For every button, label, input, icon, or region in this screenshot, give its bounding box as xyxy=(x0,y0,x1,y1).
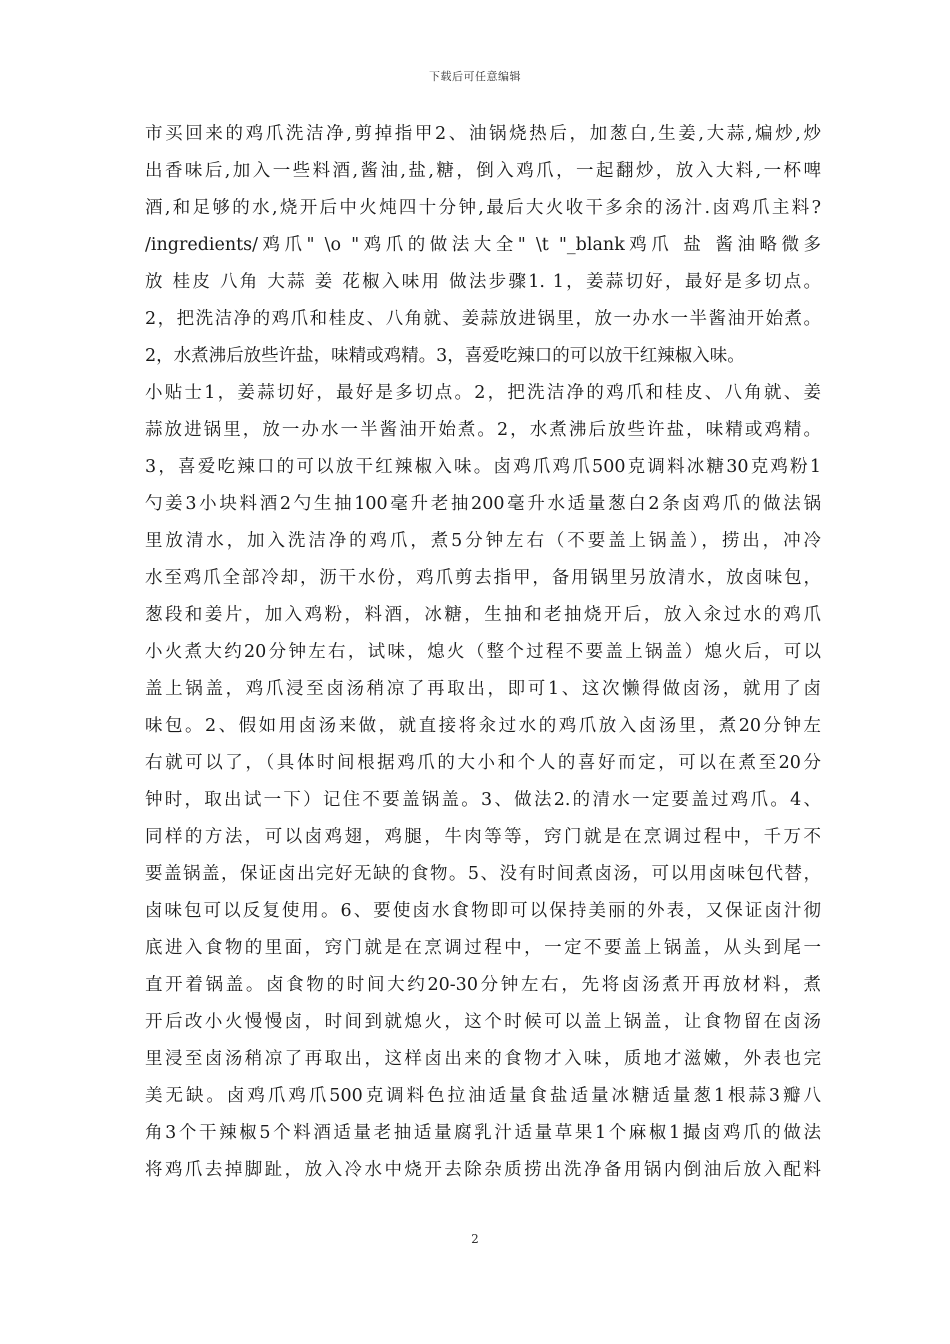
text-line: 3，喜爱吃辣口的可以放干红辣椒入味。卤鸡爪鸡爪500克调料冰糖30克鸡粉1 xyxy=(145,457,821,477)
body-text xyxy=(145,116,821,1189)
text-line: 放 桂皮 八角 大蒜 姜 花椒入味用 做法步骤1. 1，姜蒜切好，最好是多切点。 xyxy=(145,272,821,292)
text-line: 里浸至卤汤稍凉了再取出，这样卤出来的食物才入味，质地才滋嫩，外表也完 xyxy=(145,1049,821,1069)
text-line: 角3个干辣椒5个料酒适量老抽适量腐乳汁适量草果1个麻椒1撮卤鸡爪的做法 xyxy=(145,1123,821,1143)
text-line: 右就可以了，（具体时间根据鸡爪的大小和个人的喜好而定，可以在煮至20分 xyxy=(145,753,821,773)
page-number: 2 xyxy=(471,1232,479,1246)
text-line: 底进入食物的里面，窍门就是在烹调过程中，一定不要盖上锅盖，从头到尾一 xyxy=(145,938,821,958)
text-line: 出香味后,加入一些料酒,酱油,盐,糖，倒入鸡爪，一起翻炒，放入大料,一杯啤 xyxy=(145,161,821,181)
text-line: 要盖锅盖，保证卤出完好无缺的食物。5、没有时间煮卤汤，可以用卤味包代替， xyxy=(145,864,821,884)
text-line: 味包。2、假如用卤汤来做，就直接将汆过水的鸡爪放入卤汤里，煮20分钟左 xyxy=(145,716,821,736)
text-line: 水至鸡爪全部冷却，沥干水份，鸡爪剪去指甲，备用锅里另放清水，放卤味包， xyxy=(145,568,821,588)
text-line: /ingredients/鸡爪" \o "鸡爪的做法大全" \t "_blank鸡爪 盐 酱油略微多 xyxy=(145,235,821,255)
text-line: 2，水煮沸后放些许盐，味精或鸡精。3，喜爱吃辣口的可以放干红辣椒入味。 xyxy=(145,346,745,366)
text-line: 小火煮大约20分钟左右，试味，熄火（整个过程不要盖上锅盖）熄火后，可以 xyxy=(145,642,821,662)
text-line: 葱段和姜片，加入鸡粉，料酒，冰糖，生抽和老抽烧开后，放入汆过水的鸡爪 xyxy=(145,605,821,625)
text-line: 勺姜3小块料酒2勺生抽100毫升老抽200毫升水适量葱白2条卤鸡爪的做法锅 xyxy=(145,494,821,514)
text-line: 将鸡爪去掉脚趾，放入冷水中烧开去除杂质捞出洗净备用锅内倒油后放入配料 xyxy=(145,1160,821,1180)
text-line: 开后改小火慢慢卤，时间到就熄火，这个时候可以盖上锅盖，让食物留在卤汤 xyxy=(145,1012,821,1032)
text-line: 同样的方法，可以卤鸡翅，鸡腿，牛肉等等，窍门就是在烹调过程中，千万不 xyxy=(145,827,821,847)
text-line: 2，把洗洁净的鸡爪和桂皮、八角就、姜蒜放进锅里，放一办水一半酱油开始煮。 xyxy=(145,309,821,329)
text-line: 市买回来的鸡爪洗洁净,剪掉指甲2、油锅烧热后，加葱白,生姜,大蒜,煸炒,炒 xyxy=(145,124,821,144)
text-line: 钟时，取出试一下）记住不要盖锅盖。3、做法2.的清水一定要盖过鸡爪。4、 xyxy=(145,790,821,810)
text-line: 卤味包可以反复使用。6、要使卤水食物即可以保持美丽的外表，又保证卤汁彻 xyxy=(145,901,821,921)
text-line: 里放清水，加入洗洁净的鸡爪，煮5分钟左右（不要盖上锅盖），捞出，冲冷 xyxy=(145,531,821,551)
text-line: 美无缺。卤鸡爪鸡爪500克调料色拉油适量食盐适量冰糖适量葱1根蒜3瓣八 xyxy=(145,1086,821,1106)
text-line: 酒,和足够的水,烧开后中火炖四十分钟,最后大火收干多余的汤汁.卤鸡爪主料? xyxy=(145,198,821,218)
text-line: 蒜放进锅里，放一办水一半酱油开始煮。2，水煮沸后放些许盐，味精或鸡精。 xyxy=(145,420,821,440)
text-line: 盖上锅盖，鸡爪浸至卤汤稍凉了再取出，即可1、这次懒得做卤汤，就用了卤 xyxy=(145,679,821,699)
text-line: 直开着锅盖。卤食物的时间大约20-30分钟左右，先将卤汤煮开再放材料，煮 xyxy=(145,975,821,995)
page-header: 下载后可任意编辑 xyxy=(429,70,521,83)
text-line: 小贴士1，姜蒜切好，最好是多切点。2，把洗洁净的鸡爪和桂皮、八角就、姜 xyxy=(145,383,821,403)
